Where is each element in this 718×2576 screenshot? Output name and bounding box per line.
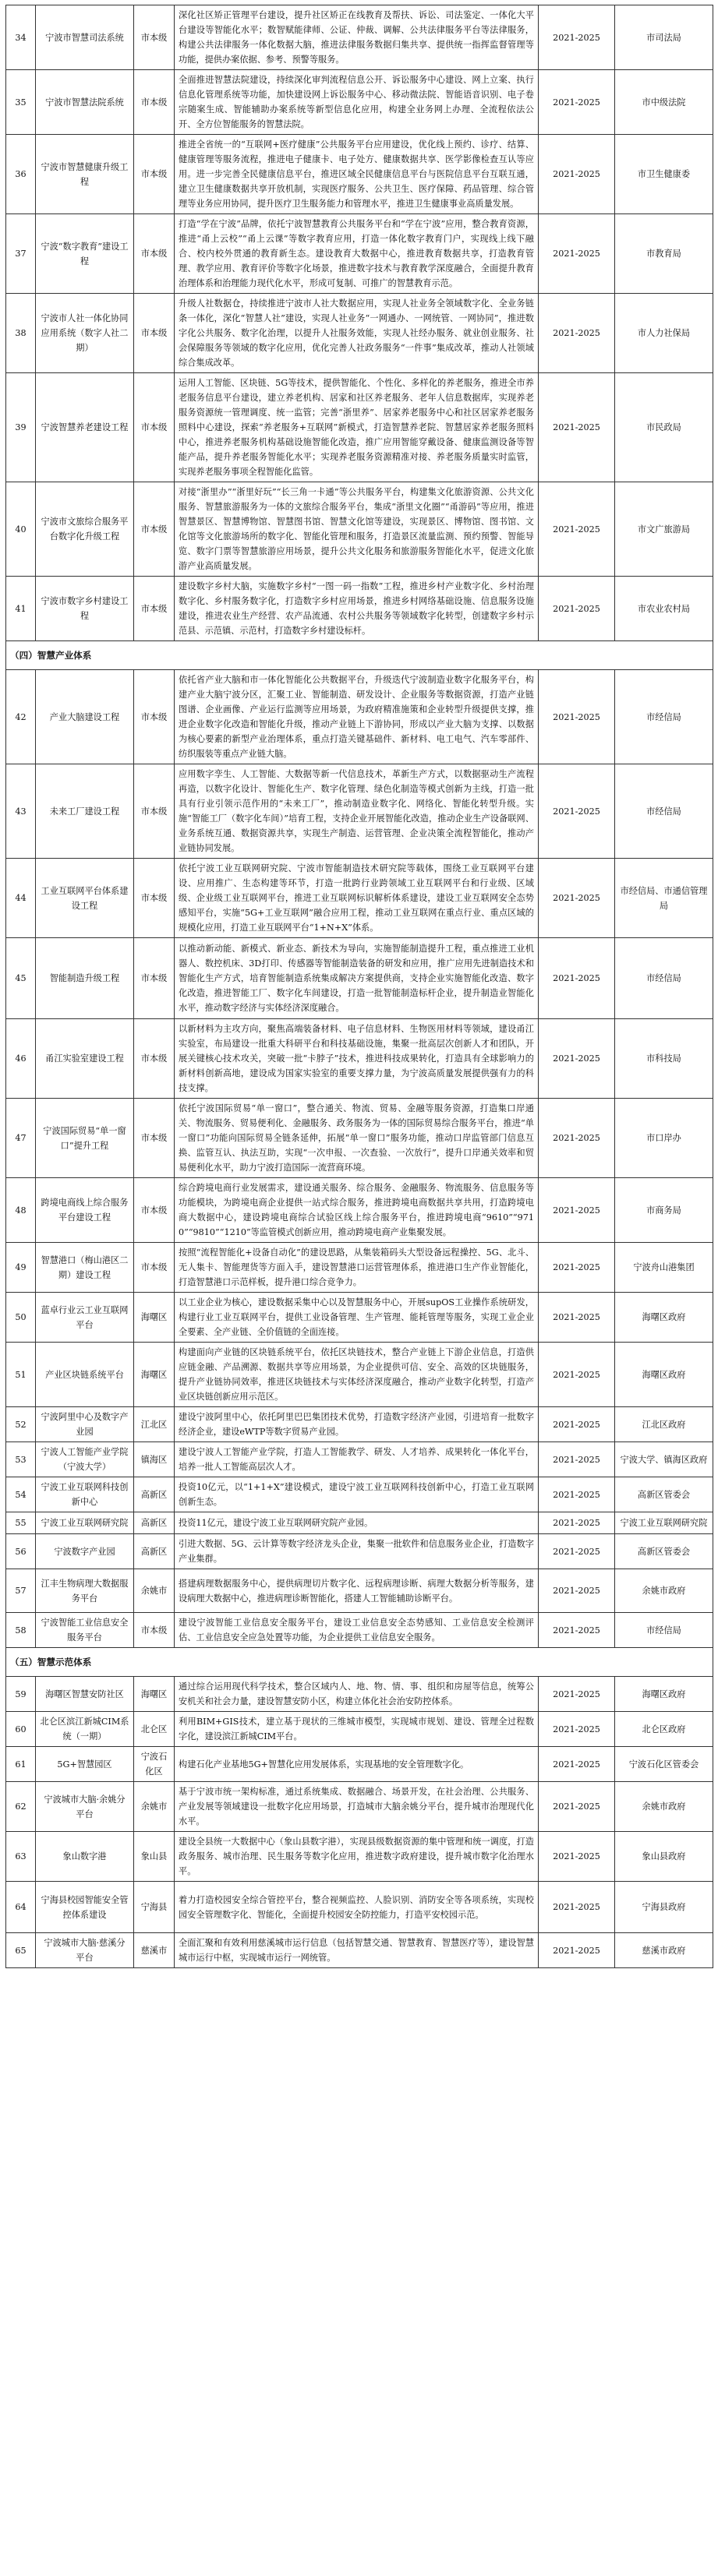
row-number: 53 xyxy=(6,1442,36,1477)
project-content: 引进大数据、5G、云计算等数字经济龙头企业，集聚一批软件和信息服务业企业，打造数字产业集群。 xyxy=(175,1534,539,1569)
project-content: 着力打造校园安全综合管控平台，整合视频监控、人脸识别、消防安全等各项系统，实现校园安全管理数字化、智能化，全面提升校园安全防控能力，打造平安校园示范。 xyxy=(175,1882,539,1933)
project-level: 市本级 xyxy=(134,482,175,577)
responsible-dept: 余姚市政府 xyxy=(615,1569,713,1613)
project-period: 2021-2025 xyxy=(539,1099,615,1178)
project-name: 5G+智慧园区 xyxy=(36,1747,134,1782)
project-period: 2021-2025 xyxy=(539,70,615,135)
responsible-dept: 宁波舟山港集团 xyxy=(615,1243,713,1293)
project-name: 产业大脑建设工程 xyxy=(36,670,134,764)
project-name: 宁波城市大脑·慈溪分平台 xyxy=(36,1933,134,1968)
table-row xyxy=(6,135,713,214)
project-name: 宁波市人社一体化协同应用系统（数字人社二期） xyxy=(36,294,134,373)
project-period: 2021-2025 xyxy=(539,938,615,1019)
project-period: 2021-2025 xyxy=(539,1178,615,1243)
row-number: 61 xyxy=(6,1747,36,1782)
project-period: 2021-2025 xyxy=(539,859,615,938)
row-number: 40 xyxy=(6,482,36,577)
project-name: 宁波国际贸易“单一窗口”提升工程 xyxy=(36,1099,134,1178)
project-level: 市本级 xyxy=(134,135,175,214)
row-number: 62 xyxy=(6,1782,36,1832)
table-row xyxy=(6,1343,713,1407)
project-period: 2021-2025 xyxy=(539,1613,615,1648)
project-level: 宁海县 xyxy=(134,1882,175,1933)
project-level: 市本级 xyxy=(134,214,175,294)
responsible-dept: 市教育局 xyxy=(615,214,713,294)
project-period: 2021-2025 xyxy=(539,373,615,482)
project-content: 建设宁波智能工业信息安全服务平台，建设工业信息安全态势感知、工业信息安全检测评估、工业信息安全应急处置等功能，为企业提供工业信息安全服务。 xyxy=(175,1613,539,1648)
row-number: 45 xyxy=(6,938,36,1019)
project-period: 2021-2025 xyxy=(539,577,615,641)
project-period: 2021-2025 xyxy=(539,1832,615,1882)
project-content: 综合跨境电商行业发展需求，建设通关服务、综合服务、金融服务、物流服务、信息服务等功能模块，为跨境电商企业提供一站式综合服务，推进跨境电商数据共享共用，打造跨境电商大数据中心，建设跨境电商综合试验区线上综合服务平台，推进跨境电商“9610”“9710”“9810”“1210”等监管模式创新应用，推动跨境电商产业集聚发展。 xyxy=(175,1178,539,1243)
project-period: 2021-2025 xyxy=(539,764,615,859)
project-content: 投资11亿元，建设宁波工业互联网研究院产业园。 xyxy=(175,1512,539,1534)
project-period: 2021-2025 xyxy=(539,214,615,294)
responsible-dept: 市司法局 xyxy=(615,5,713,70)
responsible-dept: 宁波工业互联网研究院 xyxy=(615,1512,713,1534)
section-title: （五）智慧示范体系 xyxy=(6,1648,713,1677)
project-name: 跨境电商线上综合服务平台建设工程 xyxy=(36,1178,134,1243)
table-row xyxy=(6,373,713,482)
project-period: 2021-2025 xyxy=(539,1019,615,1099)
project-name: 宁波市智慧法院系统 xyxy=(36,70,134,135)
project-content: 以新材料为主攻方向，聚焦高端装备材料、电子信息材料、生物医用材料等领域，建设甬江实验室，布局建设一批重大科研平台和科技基础设施，集聚一批高层次创新人才和团队，开展关键核心技术攻关，突破一批“卡脖子”技术，推进科技成果转化，打造具有全球影响力的新材料创新高地，建设成为国家实验室的重要支撑力量，为宁波高质量发展提供强有力的科技支撑。 xyxy=(175,1019,539,1099)
project-name: 宁波阿里中心及数字产业园 xyxy=(36,1407,134,1442)
project-period: 2021-2025 xyxy=(539,1293,615,1343)
table-row xyxy=(6,482,713,577)
responsible-dept: 市民政局 xyxy=(615,373,713,482)
project-content: 通过综合运用现代科学技术，整合区域内人、地、物、情、事、组织和房屋等信息，统筹公安机关和社会力量，建设智慧安防小区，构建立体化社会治安防控体系。 xyxy=(175,1677,539,1712)
table-row xyxy=(6,5,713,70)
project-name: 宁波人工智能产业学院（宁波大学） xyxy=(36,1442,134,1477)
project-period: 2021-2025 xyxy=(539,1933,615,1968)
responsible-dept: 北仑区政府 xyxy=(615,1712,713,1747)
project-name: 宁波智慧养老建设工程 xyxy=(36,373,134,482)
project-content: 建设全县统一大数据中心（象山县数字港），实现县级数据资源的集中管理和统一调度，打造政务服务、城市治理、民生服务等数字化应用，推进数字政府建设，提升城市数字化治理水平。 xyxy=(175,1832,539,1882)
project-period: 2021-2025 xyxy=(539,1534,615,1569)
project-name: 宁波“数字教育”建设工程 xyxy=(36,214,134,294)
project-content: 升级人社数据仓，持续推进宁波市人社大数据应用，实现人社业务全领域数字化、全业务链条一体化，深化“智慧人社”建设，实现人社业务“一网通办、一网统管、一网协同”，推进数字化公共服务、数字化治理，以提升人社服务效能，实现人社经办服务、就业创业服务、社会保障服务等领域的数字化应用，优化完善人社政务服务“一件事”集成改革，推动人社领域综合集成改革。 xyxy=(175,294,539,373)
project-content: 投资10亿元，以“1+1+X”建设模式，建设宁波工业互联网科技创新中心，打造工业互联网创新生态。 xyxy=(175,1477,539,1512)
project-level: 高新区 xyxy=(134,1512,175,1534)
row-number: 56 xyxy=(6,1534,36,1569)
project-period: 2021-2025 xyxy=(539,1747,615,1782)
project-content: 基于宁波市统一架构标准，通过系统集成、数据融合、场景开发，在社会治理、公共服务、产业发展等领域建设一批数字化应用场景，打造城市大脑余姚分平台，提升城市治理现代化水平。 xyxy=(175,1782,539,1832)
project-period: 2021-2025 xyxy=(539,482,615,577)
project-level: 市本级 xyxy=(134,1178,175,1243)
project-name: 宁波市智慧健康升级工程 xyxy=(36,135,134,214)
table-row xyxy=(6,294,713,373)
project-level: 市本级 xyxy=(134,1099,175,1178)
project-content: 构建面向产业链的区块链系统平台，依托区块链技术，整合产业链上下游企业信息，打造供应链金融、产品溯源、数据共享等应用场景，为企业提供可信、安全、高效的区块链服务，提升产业链协同效率，推进区块链技术与实体经济深度融合，推动产业数字化转型，打造产业区块链创新应用示范区。 xyxy=(175,1343,539,1407)
row-number: 50 xyxy=(6,1293,36,1343)
project-level: 市本级 xyxy=(134,764,175,859)
project-content: 应用数字孪生、人工智能、大数据等新一代信息技术，革新生产方式，以数据驱动生产流程再造，以数字化设计、智能化生产、数字化管理、绿色化制造等模式创新为主线，打造一批具有行业引领示范作用的“未来工厂”，推动制造业数字化、网络化、智能化转型升级。实施“智能工厂（数字化车间）”培育工程，支持企业开展智能化改造，推动企业生产设备联网、业务系统互通、数据资源共享，实现生产制造、运营管理、企业决策全流程智能化，推动产业链协同发展。 xyxy=(175,764,539,859)
project-name: 宁波工业互联网科技创新中心 xyxy=(36,1477,134,1512)
project-name: 产业区块链系统平台 xyxy=(36,1343,134,1407)
row-number: 65 xyxy=(6,1933,36,1968)
row-number: 42 xyxy=(6,670,36,764)
project-name: 蓝卓行业云工业互联网平台 xyxy=(36,1293,134,1343)
table-row xyxy=(6,1677,713,1712)
responsible-dept: 余姚市政府 xyxy=(615,1782,713,1832)
table-row xyxy=(6,859,713,938)
project-content: 运用人工智能、区块链、5G等技术，提供智能化、个性化、多样化的养老服务，推进全市养老服务信息平台建设，建立养老机构、居家和社区养老服务、老年人信息数据库，实现养老服务资源统一管理调度、统一监管；完善“浙里养”、居家养老服务中心和社区居家养老服务照料中心建设，探索“养老服务+互联网”新模式，打造智慧养老院、智慧居家养老服务照料中心，推进养老服务机构基础设施智能化改造，推广应用智能穿戴设备、健康监测设备等智能产品，提升养老服务智能化水平；实现养老服务资源精准对接、养老服务质量实时监管，实现养老服务事项全程智能化监管。 xyxy=(175,373,539,482)
project-name: 工业互联网平台体系建设工程 xyxy=(36,859,134,938)
project-content: 构建石化产业基地5G+智慧化应用发展体系，实现基地的安全管理数字化。 xyxy=(175,1747,539,1782)
table-row xyxy=(6,764,713,859)
project-level: 高新区 xyxy=(134,1477,175,1512)
project-content: 深化社区矫正管理平台建设，提升社区矫正在线教育及帮扶、诉讼、司法鉴定、一体化大平台建设等智能化水平；数智赋能律师、公证、仲裁、调解、公共法律服务平台等法律服务，构建公共法律服务一体化数据大脑，推进法律服务数据归集共享、提供统一指挥监督管理等功能，提供办案依据、参考、预警等服务。 xyxy=(175,5,539,70)
section-header-row xyxy=(6,641,713,670)
row-number: 47 xyxy=(6,1099,36,1178)
project-name: 北仑区滨江新城CIM系统（一期） xyxy=(36,1712,134,1747)
project-content: 依托省产业大脑和市一体化智能化公共数据平台，升级迭代宁波制造业数字化服务平台，构建产业大脑宁波分区，汇聚工业、智能制造、研发设计、企业服务等数据资源，打造产业链图谱、企业画像、产业运行监测等应用场景，为政府精准施策和企业转型升级提供支撑，推进企业数字化改造和智能化升级，推动产业链上下游协同，形成以产业大脑为支撑、以数据为核心要素的新型产业治理体系，重点打造关键基础件、新材料、电工电气、汽车零部件、纺织服装等重点产业链大脑。 xyxy=(175,670,539,764)
row-number: 51 xyxy=(6,1343,36,1407)
table-row xyxy=(6,1782,713,1832)
project-table-document xyxy=(5,5,713,1968)
table-row xyxy=(6,1712,713,1747)
row-number: 55 xyxy=(6,1512,36,1534)
responsible-dept: 市科技局 xyxy=(615,1019,713,1099)
project-content: 按照“流程智能化+设备自动化”的建设思路，从集装箱码头大型设备远程操控、5G、北斗、无人集卡、智能理货等方面入手，建设智慧港口运营管理体系，推进港口生产作业智能化，打造智慧港口示范样板，提升港口综合竞争力。 xyxy=(175,1243,539,1293)
project-period: 2021-2025 xyxy=(539,1677,615,1712)
project-level: 市本级 xyxy=(134,373,175,482)
project-level: 市本级 xyxy=(134,1613,175,1648)
project-level: 高新区 xyxy=(134,1534,175,1569)
responsible-dept: 海曙区政府 xyxy=(615,1343,713,1407)
table-row xyxy=(6,1407,713,1442)
row-number: 41 xyxy=(6,577,36,641)
project-content: 依托宁波工业互联网研究院、宁波市智能制造技术研究院等载体，围绕工业互联网平台建设、应用推广、生态构建等环节，打造一批跨行业跨领域工业互联网平台和行业级、区域级、企业级工业互联网平台，推进工业互联网标识解析体系建设，建设工业互联网安全态势感知平台，实施“5G+工业互联网”融合应用工程，推动工业互联网在重点行业、重点区域的规模化应用，打造工业互联网平台“1+N+X”体系。 xyxy=(175,859,539,938)
project-level: 海曙区 xyxy=(134,1293,175,1343)
row-number: 37 xyxy=(6,214,36,294)
responsible-dept: 市经信局、市通信管理局 xyxy=(615,859,713,938)
project-table xyxy=(5,5,713,1968)
project-table-body xyxy=(6,5,713,1968)
row-number: 39 xyxy=(6,373,36,482)
project-name: 宁波智能工业信息安全服务平台 xyxy=(36,1613,134,1648)
project-content: 以工业企业为核心，建设数据采集中心以及智慧服务中心，开展supOS工业操作系统研发，构建行业工业互联网平台，提供工业设备管理、生产管理、能耗管理等服务，实现工业企业全要素、全产业链、全价值链的全面连接。 xyxy=(175,1293,539,1343)
project-period: 2021-2025 xyxy=(539,1243,615,1293)
project-level: 市本级 xyxy=(134,938,175,1019)
responsible-dept: 宁海县政府 xyxy=(615,1882,713,1933)
row-number: 35 xyxy=(6,70,36,135)
table-row xyxy=(6,1613,713,1648)
table-row xyxy=(6,938,713,1019)
project-level: 镇海区 xyxy=(134,1442,175,1477)
project-content: 对接“浙里办”“浙里好玩”“长三角一卡通”等公共服务平台，构建集文化旅游资源、公共文化服务、智慧旅游服务为一体的文旅综合服务平台，集成“浙里文化圈”“甬游码”等应用，推进智慧景区、智慧博物馆、智慧图书馆、智慧文化馆等建设，实现景区、博物馆、图书馆、文化馆等文化旅游场所的数字化、智能化管理和服务，打造景区流量监测、预约预警、智能导览、数字门票等智慧旅游应用场景，提升公共文化服务和旅游服务智能化水平，促进文化旅游产业高质量发展。 xyxy=(175,482,539,577)
project-level: 慈溪市 xyxy=(134,1933,175,1968)
row-number: 59 xyxy=(6,1677,36,1712)
project-content: 搭建病理数据服务中心，提供病理切片数字化、远程病理诊断、病理大数据分析等服务，建设病理大数据中心，推进病理诊断智能化，搭建人工智能辅助诊断平台。 xyxy=(175,1569,539,1613)
table-row xyxy=(6,1019,713,1099)
table-row xyxy=(6,1832,713,1882)
project-content: 打造“学在宁波”品牌，依托宁波智慧教育公共服务平台和“学在宁波”应用，整合教育资源，推进“甬上云校”“甬上云课”等数字教育应用，打造一体化数字教育门户，实现线上线下融合、校内校外贯通的教育新生态。建设教育大数据中心，推进教育数据共享，打造教育管理、教学应用、教育评价等数字化场景，推进数字技术与教育教学深度融合，全面提升教育治理体系和治理能力现代化水平，形成可复制、可推广的智慧教育示范。 xyxy=(175,214,539,294)
table-row xyxy=(6,1293,713,1343)
project-level: 市本级 xyxy=(134,70,175,135)
responsible-dept: 市农业农村局 xyxy=(615,577,713,641)
row-number: 34 xyxy=(6,5,36,70)
project-level: 江北区 xyxy=(134,1407,175,1442)
project-level: 市本级 xyxy=(134,1243,175,1293)
project-name: 甬江实验室建设工程 xyxy=(36,1019,134,1099)
row-number: 54 xyxy=(6,1477,36,1512)
table-row xyxy=(6,70,713,135)
project-name: 江丰生物病理大数据服务平台 xyxy=(36,1569,134,1613)
project-period: 2021-2025 xyxy=(539,1477,615,1512)
project-level: 海曙区 xyxy=(134,1677,175,1712)
project-period: 2021-2025 xyxy=(539,1569,615,1613)
project-content: 推进全省统一的“互联网+医疗健康”公共服务平台应用建设，优化线上预约、诊疗、结算、健康管理等服务流程，推进电子健康卡、电子处方、健康数据共享、医学影像检查互认等应用。进一步完善全民健康信息平台，推进区域全民健康信息平台与医院信息平台互联互通，建立卫生健康数据共享开放机制，实现医疗服务、公共卫生、医疗保障、药品管理、综合管理等业务应用协同，提升医疗卫生服务能力和管理水平，推进卫生健康事业高质量发展。 xyxy=(175,135,539,214)
responsible-dept: 市人力社保局 xyxy=(615,294,713,373)
responsible-dept: 海曙区政府 xyxy=(615,1293,713,1343)
responsible-dept: 高新区管委会 xyxy=(615,1534,713,1569)
row-number: 36 xyxy=(6,135,36,214)
project-period: 2021-2025 xyxy=(539,294,615,373)
table-row xyxy=(6,1099,713,1178)
project-content: 以推动新动能、新模式、新业态、新技术为导向，实施智能制造提升工程，重点推进工业机器人、数控机床、3D打印、传感器等智能制造装备的研发和应用，推广应用先进制造技术和智能化生产方式，培育智能制造系统集成解决方案提供商，支持企业实施智能化改造、数字化改造，推进智能工厂、数字化车间建设，打造一批智能制造标杆企业，提升制造业智能化水平，推动数字经济与实体经济深度融合。 xyxy=(175,938,539,1019)
project-name: 海曙区智慧安防社区 xyxy=(36,1677,134,1712)
project-period: 2021-2025 xyxy=(539,1882,615,1933)
row-number: 44 xyxy=(6,859,36,938)
project-period: 2021-2025 xyxy=(539,1712,615,1747)
table-row xyxy=(6,214,713,294)
project-name: 未来工厂建设工程 xyxy=(36,764,134,859)
table-row xyxy=(6,1882,713,1933)
responsible-dept: 慈溪市政府 xyxy=(615,1933,713,1968)
row-number: 52 xyxy=(6,1407,36,1442)
responsible-dept: 市商务局 xyxy=(615,1178,713,1243)
project-name: 宁波城市大脑·余姚分平台 xyxy=(36,1782,134,1832)
row-number: 58 xyxy=(6,1613,36,1648)
project-name: 宁波市智慧司法系统 xyxy=(36,5,134,70)
project-name: 象山数字港 xyxy=(36,1832,134,1882)
table-row xyxy=(6,1569,713,1613)
project-level: 北仑区 xyxy=(134,1712,175,1747)
project-name: 宁波数字产业园 xyxy=(36,1534,134,1569)
project-period: 2021-2025 xyxy=(539,1407,615,1442)
project-content: 全面推进智慧法院建设，持续深化审判流程信息公开、诉讼服务中心建设、网上立案、执行信息化管理系统等功能，加快建设网上诉讼服务中心、移动微法院、智能语音识别、电子卷宗随案生成、智能辅助办案系统等新型信息化应用，构建全业务网上办理、全流程依法公开、全方位智能服务的智慧法院。 xyxy=(175,70,539,135)
section-header-row xyxy=(6,1648,713,1677)
project-name: 宁波工业互联网研究院 xyxy=(36,1512,134,1534)
table-row xyxy=(6,670,713,764)
project-name: 宁波市文旅综合服务平台数字化升级工程 xyxy=(36,482,134,577)
project-level: 余姚市 xyxy=(134,1569,175,1613)
table-row xyxy=(6,1534,713,1569)
row-number: 43 xyxy=(6,764,36,859)
project-level: 宁波石化区 xyxy=(134,1747,175,1782)
responsible-dept: 宁波大学、镇海区政府 xyxy=(615,1442,713,1477)
project-period: 2021-2025 xyxy=(539,1442,615,1477)
project-level: 余姚市 xyxy=(134,1782,175,1832)
table-row xyxy=(6,1747,713,1782)
project-period: 2021-2025 xyxy=(539,670,615,764)
row-number: 48 xyxy=(6,1178,36,1243)
project-level: 象山县 xyxy=(134,1832,175,1882)
responsible-dept: 江北区政府 xyxy=(615,1407,713,1442)
responsible-dept: 市经信局 xyxy=(615,938,713,1019)
project-content: 全面汇聚和有效利用慈溪城市运行信息（包括智慧交通、智慧教育、智慧医疗等），建设智慧城市运行中枢，实现城市运行一网统管。 xyxy=(175,1933,539,1968)
table-row xyxy=(6,1442,713,1477)
project-period: 2021-2025 xyxy=(539,135,615,214)
project-level: 市本级 xyxy=(134,5,175,70)
project-name: 智慧港口（梅山港区二期）建设工程 xyxy=(36,1243,134,1293)
project-period: 2021-2025 xyxy=(539,5,615,70)
responsible-dept: 高新区管委会 xyxy=(615,1477,713,1512)
project-level: 市本级 xyxy=(134,294,175,373)
project-name: 宁波市数字乡村建设工程 xyxy=(36,577,134,641)
responsible-dept: 市口岸办 xyxy=(615,1099,713,1178)
table-row xyxy=(6,1933,713,1968)
project-content: 依托宁波国际贸易“单一窗口”，整合通关、物流、贸易、金融等服务资源，打造集口岸通关、物流服务、贸易便利化、金融服务、政务服务为一体的国际贸易综合服务平台，推进“单一窗口”功能向国际贸易全链条延伸，拓展“单一窗口”服务功能，推动口岸监管部门信息互换、监管互认、执法互助，实现“一次申报、一次查验、一次放行”，提升口岸通关效率和贸易便利化水平，助力宁波打造国际一流营商环境。 xyxy=(175,1099,539,1178)
responsible-dept: 市卫生健康委 xyxy=(615,135,713,214)
responsible-dept: 市中级法院 xyxy=(615,70,713,135)
table-row xyxy=(6,577,713,641)
row-number: 63 xyxy=(6,1832,36,1882)
project-content: 建设数字乡村大脑，实施数字乡村“一图一码一指数”工程，推进乡村产业数字化、乡村治理数字化、乡村服务数字化，打造数字乡村应用场景，推进乡村网络基础设施、信息服务设施建设，推进农业生产经营、农产品流通、农村公共服务等领域数字化转型，创建数字乡村示范县、示范镇、示范村，打造数字乡村建设标杆。 xyxy=(175,577,539,641)
project-period: 2021-2025 xyxy=(539,1343,615,1407)
project-level: 市本级 xyxy=(134,577,175,641)
row-number: 38 xyxy=(6,294,36,373)
row-number: 46 xyxy=(6,1019,36,1099)
responsible-dept: 象山县政府 xyxy=(615,1832,713,1882)
responsible-dept: 市经信局 xyxy=(615,1613,713,1648)
row-number: 57 xyxy=(6,1569,36,1613)
project-level: 市本级 xyxy=(134,670,175,764)
project-period: 2021-2025 xyxy=(539,1512,615,1534)
table-row xyxy=(6,1512,713,1534)
responsible-dept: 宁波石化区管委会 xyxy=(615,1747,713,1782)
project-level: 市本级 xyxy=(134,859,175,938)
table-row xyxy=(6,1178,713,1243)
responsible-dept: 市文广旅游局 xyxy=(615,482,713,577)
responsible-dept: 海曙区政府 xyxy=(615,1677,713,1712)
project-name: 宁海县校园智能安全管控体系建设 xyxy=(36,1882,134,1933)
project-content: 建设宁波人工智能产业学院，打造人工智能教学、研发、人才培养、成果转化一体化平台，培养一批人工智能高层次人才。 xyxy=(175,1442,539,1477)
table-row xyxy=(6,1477,713,1512)
project-level: 海曙区 xyxy=(134,1343,175,1407)
project-content: 利用BIM+GIS技术，建立基于现状的三维城市模型，实现城市规划、建设、管理全过程数字化，建设滨江新城CIM平台。 xyxy=(175,1712,539,1747)
row-number: 49 xyxy=(6,1243,36,1293)
responsible-dept: 市经信局 xyxy=(615,764,713,859)
row-number: 60 xyxy=(6,1712,36,1747)
section-title: （四）智慧产业体系 xyxy=(6,641,713,670)
project-period: 2021-2025 xyxy=(539,1782,615,1832)
table-row xyxy=(6,1243,713,1293)
row-number: 64 xyxy=(6,1882,36,1933)
responsible-dept: 市经信局 xyxy=(615,670,713,764)
project-content: 建设宁波阿里中心，依托阿里巴巴集团技术优势，打造数字经济产业园，引进培育一批数字经济企业，建设eWTP等数字贸易产业园。 xyxy=(175,1407,539,1442)
project-name: 智能制造升级工程 xyxy=(36,938,134,1019)
project-level: 市本级 xyxy=(134,1019,175,1099)
